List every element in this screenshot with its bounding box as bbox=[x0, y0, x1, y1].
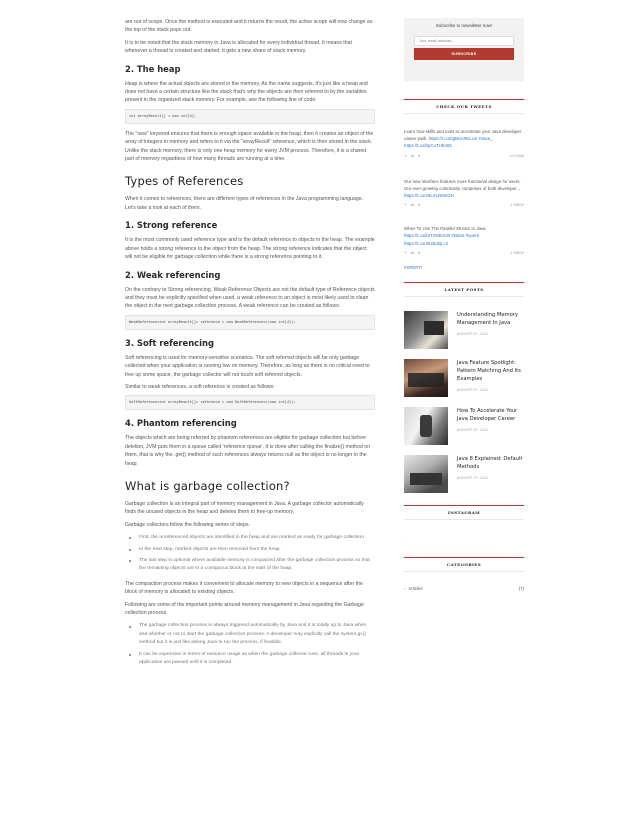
section-title: What is garbage collection? bbox=[125, 478, 290, 493]
post-thumbnail[interactable] bbox=[404, 311, 448, 349]
sidebar bbox=[404, 18, 524, 591]
reply-icon[interactable]: ↰ bbox=[404, 250, 408, 255]
list-item: First, the unreferenced objects are identified in the heap and are marked as ready for garbage collection. bbox=[135, 534, 375, 542]
instagram-feed: ... bbox=[404, 535, 408, 541]
post-item[interactable] bbox=[404, 407, 524, 445]
category-count: (7) bbox=[518, 585, 524, 591]
tweet-time: 1 WEEK bbox=[510, 250, 524, 255]
tweet-text: Our new interface features more functional design for users. Our ever-growing community comprises of both developer... https://t.co/29LXLRKEOH bbox=[404, 178, 521, 199]
post-thumbnail[interactable] bbox=[404, 407, 448, 445]
code-block: SoftReference<int arrayResult[]> reference = new SoftReference<>(new int[4]); bbox=[125, 395, 375, 410]
post-title[interactable]: Understanding Memory Management In Java bbox=[457, 311, 518, 327]
tweet bbox=[404, 128, 524, 158]
category-name[interactable]: Articles bbox=[408, 585, 423, 591]
article-body bbox=[125, 18, 375, 673]
paragraph: Garbage collectors follow the following series of steps. bbox=[125, 521, 250, 528]
gc-points-list bbox=[125, 622, 375, 667]
paragraph: On the contrary to Strong referencing, Weak Reference Objects are not the default type of Reference objects and they must be explicitly specified when used, a weak reference to an object is most likely used to clean the object in the next garbage collection process. A weak reference can be created as follows: bbox=[125, 286, 375, 310]
post-thumbnail[interactable] bbox=[404, 455, 448, 493]
paragraph: Following are some of the important points around memory management in Java regarding the Garbage collection process. bbox=[125, 601, 364, 617]
tweet bbox=[404, 225, 524, 255]
post-date: AUGUST 27, 2021 bbox=[457, 388, 489, 393]
paragraph: The "new" keyword ensures that there is enough space available in the heap, then it creates an object of the array of integers in memory and refers to it via the "arrayResult" reference, which is then stored in the stack. Unlike the stack memory, there is only one heap memory for every JVM process. Therefore, it is a shared part of memory regardless of how many threads are running at a time. bbox=[125, 130, 374, 163]
post-item[interactable] bbox=[404, 311, 524, 349]
latest-posts-title: LATEST POSTS bbox=[404, 282, 524, 297]
subscribe-button[interactable]: SUBSCRIBE bbox=[414, 48, 514, 60]
post-title[interactable]: Java 8 Explained: Default Methods bbox=[457, 455, 523, 471]
tweet-time: 1 WEEK bbox=[510, 203, 524, 208]
reply-icon[interactable]: ↰ bbox=[404, 203, 408, 208]
section-title: Types of References bbox=[125, 174, 244, 189]
list-item: In the next step, marked objects are then removed from the heap. bbox=[135, 546, 375, 554]
post-date: AUGUST 17, 2021 bbox=[457, 476, 489, 481]
list-item: The garbage collection process is always triggered automatically by Java and it is totally up to Java when and whether or not to start the garbage collection process. A developer may explicitly call the system.gc() method but it is just like asking Java to run the process, if feasible. bbox=[135, 622, 375, 647]
tweet-text: Learn how skills and tools to accelerate your Java developer career path. https://t.co/0gNUo0KLUn #Java_ https://t.co/bpCuTHEx82 bbox=[404, 129, 522, 149]
tweet bbox=[404, 178, 524, 208]
hashtag-link[interactable]: #XPERTI bbox=[404, 264, 423, 270]
heart-icon[interactable]: ♥ bbox=[418, 250, 421, 255]
tweet-time: 10:10AM bbox=[509, 153, 524, 158]
gc-steps-list bbox=[125, 534, 375, 574]
newsletter-title: Subscribe to newsletter now! bbox=[435, 23, 493, 28]
paragraph: Soft referencing is used for memory-sensitive scenarios. The soft referred objects will be only garbage collected when your application is running low on memory. Therefore, as long as there is no critical need to free up some space, the garbage collector will not touch soft referred objects. bbox=[125, 354, 370, 378]
reply-icon[interactable]: ↰ bbox=[404, 153, 408, 158]
tweet-link[interactable]: https://t.co/0gNUo0KLUn #Java_ https://t.co/bpCuTHEx82 bbox=[404, 136, 493, 149]
heart-icon[interactable]: ♥ bbox=[418, 203, 421, 208]
section-heading: 4. Phantom referencing bbox=[125, 418, 237, 429]
section-heading: 2. Weak referencing bbox=[125, 269, 221, 280]
section-heading: 1. Strong reference bbox=[125, 220, 218, 231]
paragraph: It is to be noted that the stack memory in Java is allocated for every individual thread. It means that whenever a thread is created and started, it gets a new share of stack memory. bbox=[125, 39, 352, 55]
post-item[interactable] bbox=[404, 455, 524, 493]
post-thumbnail[interactable] bbox=[404, 359, 448, 397]
paragraph: Similar to weak references, a soft reference is created as follows: bbox=[125, 383, 275, 390]
tweet-text: When To Use The Parallel Stream In Java https://t.co/k2TG5bOU0 #talent #xperti https://t.co/2825d2jLc2 bbox=[404, 226, 486, 246]
retweet-icon[interactable]: ⇄ bbox=[411, 153, 415, 158]
categories-widget-title: CATEGORIES bbox=[404, 557, 524, 572]
retweet-icon[interactable]: ⇄ bbox=[411, 250, 415, 255]
tweet-link[interactable]: https://t.co/29LXLRKEOH bbox=[404, 193, 454, 199]
chevron-right-icon: › bbox=[404, 586, 406, 591]
code-block: int arrayResult[] = new int[4]; bbox=[125, 109, 375, 124]
post-date: AUGUST 20, 2021 bbox=[457, 428, 489, 433]
post-title[interactable]: Java Feature Spotlight: Pattern Matching And Its Examples bbox=[457, 359, 521, 383]
paragraph: The compaction process makes it convenient to allocate memory to new objects in a sequence after the block of memory is allocated to existing objects. bbox=[125, 580, 363, 596]
instagram-widget-title: INSTAGRAM bbox=[404, 505, 524, 520]
post-date: AUGUST 21, 2021 bbox=[457, 332, 489, 337]
tweet-link[interactable]: https://t.co/k2TG5bOU0 #talent #xperti https://t.co/2825d2jLc2 bbox=[404, 233, 479, 246]
retweet-icon[interactable]: ⇄ bbox=[411, 203, 415, 208]
paragraph: Heap is where the actual objects are stored in the memory. As the name suggests, it's just like a heap and does not have a certain structure like the stack that's why the objects are then referred to by the variables present in the organized stack memory. For example, see the following line of code: bbox=[125, 80, 368, 104]
post-title[interactable]: How To Accelerate Your Java Developer Career bbox=[457, 407, 518, 423]
paragraph: are out of scope. Once the method is executed and it returns the result, the active scope will now change as the top of the stack pops out. bbox=[125, 19, 373, 34]
newsletter-widget bbox=[404, 18, 524, 81]
category-item[interactable] bbox=[404, 586, 524, 591]
post-item[interactable] bbox=[404, 359, 524, 397]
section-heading: 3. Soft referencing bbox=[125, 337, 214, 348]
code-block: WeakReference<int arrayResult[]> reference = new WeakReference<>(new int[4]); bbox=[125, 315, 375, 330]
list-item: It can be expensive in terms of resource usage as when the garbage collector runs, all threads in your application are paused until it is completed. bbox=[135, 651, 375, 668]
paragraph: The objects which are being referred by phantom references are eligible for garbage collection but before deletion, JVM puts them in a queue called 'reference queue'. It is done after calling the finalize() method on them, that is why the .get() method of such references always returns null as the object is no longer in the heap. bbox=[125, 435, 371, 467]
list-item: The last step is optional where available memory is compacted after the garbage collection process so that the remaining objects are in a contiguous block at the start of the heap. bbox=[135, 557, 375, 574]
section-heading: 2. The heap bbox=[125, 63, 181, 74]
tweets-widget-title: CHECK OUR TWEETS bbox=[404, 99, 524, 114]
email-field[interactable]: Your email address... bbox=[414, 36, 514, 46]
paragraph: Garbage collection is an integral part of memory management in Java. A garbage collector automatically finds the unused objects in the heap and deletes them to free-up memory. bbox=[125, 500, 364, 516]
paragraph: When it comes to references, there are different types of references in the Java programming language. Let's take a look at each of them. bbox=[125, 196, 364, 211]
paragraph: It is the most commonly used reference type and is the default reference to objects in the heap. The example above holds a strong reference to the object from the heap. The strong reference indicates that the object will not be eligible for garbage collection while there is a strong reference pointing to it. bbox=[125, 237, 375, 261]
heart-icon[interactable]: ♥ bbox=[418, 153, 421, 158]
